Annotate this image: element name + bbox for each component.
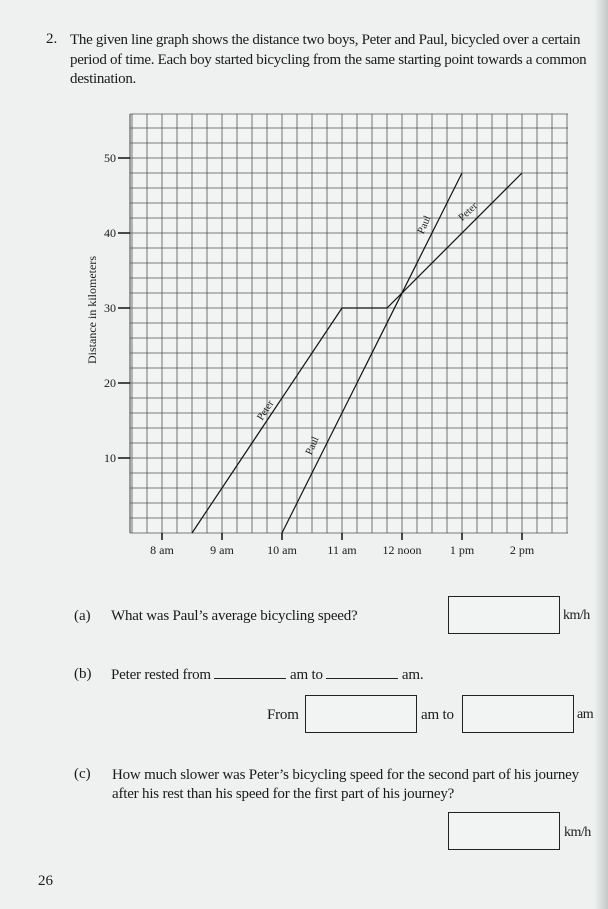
question-number: 2. bbox=[46, 31, 58, 47]
question-text: The given line graph shows the distance two boys, Peter and Paul, bicycled over a certain period of time. Each boy started bicycling from the same starting point towards a common destination. bbox=[70, 32, 587, 87]
part-b-text-mid: am to bbox=[290, 667, 323, 683]
part-b-to-answer-box[interactable] bbox=[462, 695, 574, 733]
part-a-answer-box[interactable] bbox=[448, 596, 560, 634]
y-tick-label: 30 bbox=[104, 301, 116, 315]
x-tick-label: 12 noon bbox=[382, 543, 422, 557]
x-tick-label: 8 am bbox=[150, 543, 174, 557]
part-b-label: (b) bbox=[74, 666, 92, 682]
part-a-label: (a) bbox=[74, 608, 91, 624]
x-tick-label: 9 am bbox=[210, 543, 234, 557]
part-c-answer-box[interactable] bbox=[448, 812, 560, 850]
part-b-blank-to[interactable] bbox=[326, 666, 398, 679]
series-label-peter: Peter bbox=[255, 398, 277, 423]
series-label-peter: Peter bbox=[456, 200, 480, 224]
x-tick-label: 11 am bbox=[327, 543, 357, 557]
y-tick-label: 50 bbox=[104, 151, 116, 165]
part-b-text-start: Peter rested from bbox=[111, 667, 211, 683]
part-b-from-label: From bbox=[267, 707, 299, 723]
part-b-from-answer-box[interactable] bbox=[305, 695, 417, 733]
y-axis-label: Distance in kilometers bbox=[85, 256, 99, 364]
part-c-question: How much slower was Peter’s bicycling speed for the second part of his journey after his rest than his speed for the first part of his journey? bbox=[112, 767, 579, 802]
part-b-text-end: am. bbox=[401, 667, 424, 683]
x-tick-label: 10 am bbox=[267, 543, 297, 557]
part-b-question bbox=[111, 666, 423, 684]
series-label-paul: Paul bbox=[303, 435, 322, 457]
part-a-question: What was Paul’s average bicycling speed? bbox=[111, 608, 358, 624]
part-b-unit: am bbox=[577, 707, 594, 722]
part-b-blank-from[interactable] bbox=[214, 666, 286, 679]
x-tick-label: 2 pm bbox=[509, 543, 535, 557]
part-c-label: (c) bbox=[74, 766, 91, 782]
y-tick-label: 10 bbox=[104, 451, 116, 465]
series-label-paul: Paul bbox=[415, 214, 434, 236]
page-number: 26 bbox=[38, 873, 53, 889]
part-c-unit: km/h bbox=[564, 825, 591, 840]
part-a-unit: km/h bbox=[563, 608, 590, 623]
y-tick-label: 40 bbox=[104, 226, 116, 240]
x-tick-label: 1 pm bbox=[449, 543, 475, 557]
y-tick-label: 20 bbox=[104, 376, 116, 390]
part-b-to-label: am to bbox=[421, 707, 454, 723]
